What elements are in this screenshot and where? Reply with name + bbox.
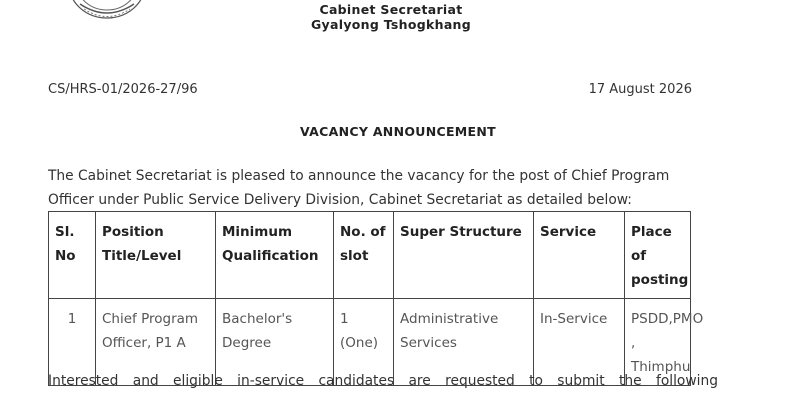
intro-paragraph (48, 164, 748, 212)
cell-place-of-posting: PSDD,PMO , Thimphu (625, 299, 691, 386)
intro-line: The Cabinet Secretariat is pleased to announce the vacancy for the post of Chief Program (48, 168, 670, 184)
cell-super-structure: Administrative Services (394, 299, 534, 386)
cell-service: In-Service (534, 299, 625, 386)
cell-minimum-qualification: Bachelor's Degree (216, 299, 334, 386)
vacancy-table (48, 211, 704, 386)
table-header-row (49, 212, 691, 299)
header-service: Service (534, 212, 625, 299)
emblem-seal-icon (62, 0, 152, 22)
reference-number: CS/HRS-01/2026-27/96 (48, 82, 198, 97)
header-number-of-slots: No. of slot (334, 212, 394, 299)
header-position-title: Position Title/Level (96, 212, 216, 299)
letter-date: 17 August 2026 (588, 82, 692, 97)
intro-line: Officer under Public Service Delivery Division, Cabinet Secretariat as detailed below: (48, 192, 632, 208)
header-place-of-posting: Place of posting (625, 212, 691, 299)
header-minimum-qualification: Minimum Qualification (216, 212, 334, 299)
header-serial-number: Sl. No (49, 212, 96, 299)
closing-paragraph: Interested and eligible in-service candidates are requested to submit the following (48, 373, 718, 389)
cell-number-of-slots: 1 (One) (334, 299, 394, 386)
cell-serial-number: 1 (49, 299, 96, 386)
document-heading: VACANCY ANNOUNCEMENT (300, 124, 496, 139)
org-name-dzongkha-romanized: Gyalyong Tshogkhang (311, 17, 471, 32)
cell-position-title: Chief Program Officer, P1 A (96, 299, 216, 386)
header-super-structure: Super Structure (394, 212, 534, 299)
org-name-english: Cabinet Secretariat (319, 2, 463, 17)
